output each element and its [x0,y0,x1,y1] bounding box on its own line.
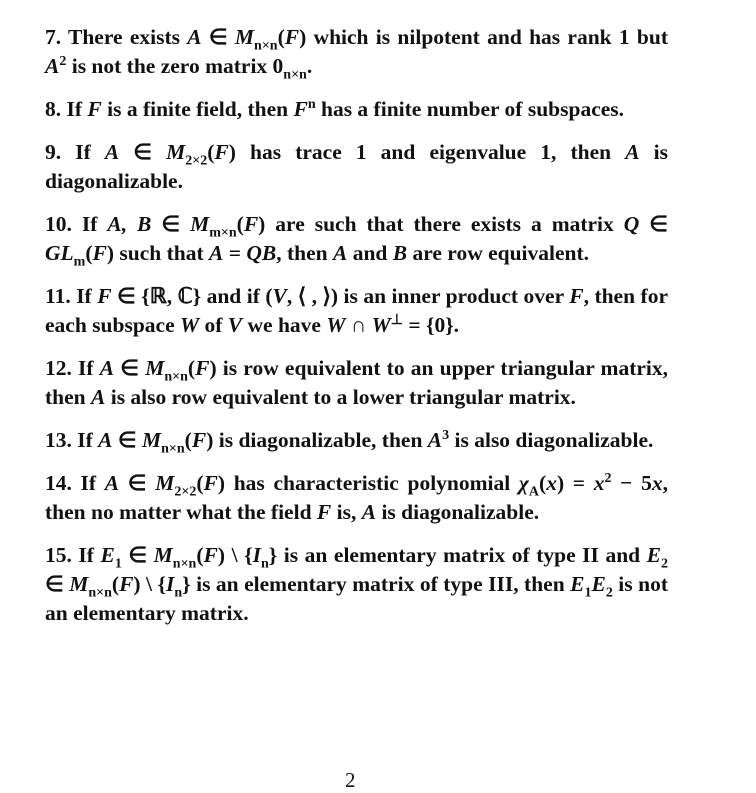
statement-text: If [61,97,88,121]
statement-text: ∈ [639,212,668,236]
math-symbol: F [203,543,218,567]
math-symbol: A [98,428,113,452]
statement-item [45,23,668,81]
math-symbol: A [99,356,115,380]
statement-text: If [61,140,105,164]
math-symbol: F [203,471,218,495]
math-script: 2×2 [174,484,197,500]
math-script: 1 [584,585,592,601]
statement-item [45,282,668,340]
statement-text: ) = [556,471,594,495]
math-symbol: F [284,25,300,49]
statement-text: If [71,212,108,236]
statement-text: ∈ [45,572,70,596]
statement-text: If [71,356,100,380]
statement-text: } is an elementary matrix of type II and [268,543,647,567]
math-symbol: F [191,428,207,452]
math-symbol: W [179,313,200,337]
statement-text: is, [331,500,362,524]
math-symbol: M [145,356,165,380]
math-symbol: A [625,140,640,164]
math-script: n×n [164,369,188,385]
statement-text: ( [236,212,244,236]
statement-item [45,426,668,455]
math-script: 1 [114,556,122,572]
statement-item [45,541,668,628]
document-page [45,23,668,642]
item-number: 11. [45,284,71,308]
item-number: 14. [45,471,72,495]
statement-text: ( [277,25,285,49]
math-script: n [307,96,316,112]
math-symbol: V [227,313,243,337]
statement-text: , then no matter what the field [45,471,668,524]
math-script: A [528,484,540,500]
math-script: ⊥ [390,312,403,328]
math-symbol: E [591,572,606,596]
statement-text: ∈ {ℝ, ℂ} and if ( [111,284,273,308]
statement-item [45,354,668,412]
math-symbol: A [187,25,202,49]
math-symbol: M [69,572,89,596]
statement-text: ( [184,428,192,452]
math-symbol: F [214,140,229,164]
math-symbol: W [371,313,391,337]
math-symbol: F [316,500,332,524]
statement-text: are row equivalent. [407,241,590,265]
statement-text: , then [276,241,333,265]
math-script: 3 [442,427,450,443]
statement-text: . [306,54,313,78]
math-symbol: F [293,97,308,121]
statement-text: = {0}. [402,313,460,337]
math-symbol: F [569,284,584,308]
statement-item [45,138,668,196]
statement-text: is a finite field, then [101,97,294,121]
math-symbol: F [195,356,210,380]
math-script: m×n [209,225,237,241]
statement-text: ) is row equivalent to an upper triangular matrix, then [45,356,669,409]
math-symbol: A [427,428,443,452]
statement-text: ∈ [119,140,167,164]
math-symbol: F [87,97,102,121]
math-symbol: M [155,471,175,495]
statement-text: ∈ [114,356,146,380]
math-symbol: E [570,572,585,596]
math-script: 2 [59,53,67,69]
math-script: n [260,556,269,572]
math-symbol: A [209,241,224,265]
item-number: 7. [45,25,62,49]
statement-text: is diagonalizable. [45,140,669,193]
math-symbol: Q [623,212,640,236]
math-symbol: x [651,471,663,495]
statement-text: ) \ { [217,543,253,567]
item-number: 13. [45,428,72,452]
math-symbol: QB [246,241,277,265]
math-symbol: A [91,385,106,409]
statement-text: has a finite number of subspaces. [315,97,625,121]
math-symbol: V [272,284,287,308]
statement-text: ( [207,140,215,164]
math-symbol: A [45,54,60,78]
math-script: n×n [283,67,307,83]
math-symbol: A [104,471,120,495]
math-script: n [174,585,183,601]
math-script: n×n [172,556,197,572]
statement-text: is also row equivalent to a lower triangular matrix. [105,385,576,409]
statement-text: ) is diagonalizable, then [206,428,428,452]
math-symbol: F [92,241,107,265]
statement-text: If [71,543,101,567]
statement-text: ) \ { [133,572,166,596]
math-symbol: W [326,313,346,337]
math-symbol: I [252,543,261,567]
math-symbol: I [165,572,175,596]
math-symbol: F [119,572,134,596]
statement-item [45,210,668,268]
math-symbol: x [546,471,557,495]
statement-text: There exists [61,25,188,49]
math-symbol: A, B [107,212,152,236]
statement-text: ∩ [345,313,372,337]
statement-text: If [70,284,98,308]
statement-text: ∈ [121,543,154,567]
math-symbol: E [100,543,115,567]
item-number: 10. [45,212,72,236]
statement-text: and [347,241,393,265]
statement-text: is also diagonalizable. [449,428,654,452]
math-symbol: M [234,25,255,49]
statement-text: is diagonalizable. [376,500,540,524]
math-symbol: A [104,140,120,164]
math-symbol: M [166,140,186,164]
statement-text: If [71,471,105,495]
statement-text: , ⟨ , ⟩) is an inner product over [286,284,570,308]
statement-text: ) which is nilpotent and has rank 1 but [299,25,669,49]
math-symbol: M [141,428,162,452]
math-symbol: E [646,543,661,567]
math-symbol: A [332,241,348,265]
statement-text: − 5 [611,471,652,495]
statement-text: ( [187,356,196,380]
statement-text: of [199,313,228,337]
statement-text: ( [539,471,547,495]
page-number: 2 [345,768,356,792]
math-script: n×n [161,441,185,457]
statement-text: ∈ [151,212,191,236]
math-symbol: x [593,471,605,495]
math-symbol: M [190,212,210,236]
statement-text: ) such that [106,241,209,265]
math-symbol: B [392,241,408,265]
math-symbol: A [361,500,377,524]
math-symbol: χ [518,471,529,495]
statement-text: ∈ [112,428,142,452]
statement-text: = [223,241,247,265]
item-number: 8. [45,97,62,121]
statement-text: ( [196,471,204,495]
math-script: n×n [254,38,278,54]
statement-text: ) has characteristic polynomial [217,471,519,495]
statement-text: ( [196,543,204,567]
statement-text: ) has trace 1 and eigenvalue 1, then [228,140,626,164]
statement-text: is not the zero matrix 0 [66,54,284,78]
math-script: 2×2 [185,153,208,169]
statement-text: , then for each subspace [45,284,668,337]
math-script: m [73,254,86,270]
statement-text: ( [111,572,120,596]
item-number: 9. [45,140,62,164]
statement-text: ( [85,241,93,265]
math-symbol: F [243,212,259,236]
statement-text: is not an elementary matrix. [45,572,668,625]
math-symbol: M [153,543,173,567]
math-script: 2 [604,470,612,486]
statement-item [45,469,668,527]
item-number: 12. [45,356,72,380]
math-script: n×n [88,585,112,601]
statement-text: ) are such that there exists a matrix [258,212,624,236]
math-script: 2 [605,585,613,601]
statement-item [45,95,668,124]
math-symbol: F [97,284,112,308]
statement-text: } is an elementary matrix of type III, then [182,572,571,596]
math-symbol: GL [45,241,74,265]
statement-text: ∈ [201,25,235,49]
item-number: 15. [45,543,72,567]
math-script: 2 [661,556,668,572]
statement-text: ∈ [119,471,156,495]
statement-text: If [71,428,99,452]
statement-text: we have [242,313,327,337]
